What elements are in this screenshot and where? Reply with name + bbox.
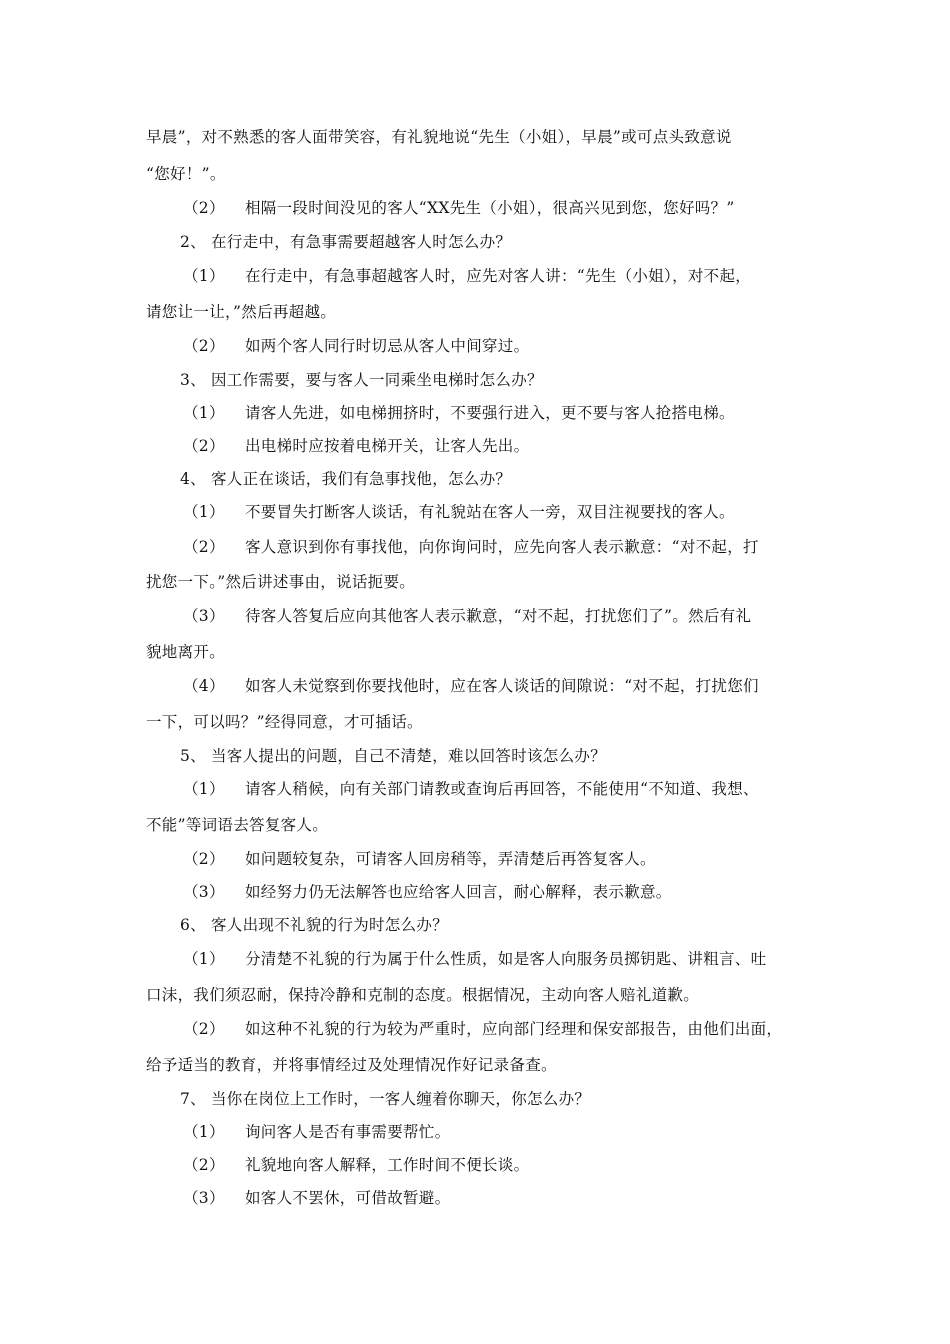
question-number: 3、 — [180, 371, 206, 389]
sub-item-text: 请客人先进，如电梯拥挤时，不要强行进入，更不要与客人抢搭电梯。 — [245, 404, 735, 422]
sub-item — [183, 779, 759, 799]
question-number: 7、 — [180, 1090, 206, 1108]
paragraph-line — [146, 1055, 557, 1075]
paragraph-line — [146, 127, 732, 147]
sub-item-number: （2） — [183, 437, 225, 455]
sub-item — [183, 849, 656, 869]
sub-item-text: 请客人稍候，向有关部门请教或查询后再回答，不能使用“不知道、我想、 — [245, 780, 759, 798]
sub-item-text: 如问题较复杂，可请客人回房稍等，弄清楚后再答复客人。 — [245, 850, 656, 868]
sub-item-number: （4） — [183, 677, 225, 695]
sub-item-number: （1） — [183, 780, 225, 798]
sub-item-number: （3） — [183, 1189, 225, 1207]
sub-item-text: 如这种不礼貌的行为较为严重时，应向部门经理和保安部报告，由他们出面， — [245, 1020, 783, 1038]
paragraph-line — [146, 815, 328, 835]
sub-item-text: 分清楚不礼貌的行为属于什么性质，如是客人向服务员掷钥匙、讲粗言、吐 — [245, 950, 767, 968]
sub-item — [183, 198, 735, 218]
sub-item-number: （2） — [183, 337, 225, 355]
question-heading — [180, 469, 511, 489]
question-text: 当客人提出的问题，自己不清楚，难以回答时该怎么办？ — [211, 747, 607, 765]
sub-item — [183, 537, 759, 557]
question-number: 5、 — [180, 747, 206, 765]
line-text: 给予适当的教育，并将事情经过及处理情况作好记录备查。 — [146, 1056, 557, 1074]
sub-item-number: （2） — [183, 1156, 225, 1174]
line-text: 貌地离开。 — [146, 643, 226, 661]
question-text: 当你在岗位上工作时，一客人缠着你聊天，你怎么办？ — [211, 1090, 591, 1108]
question-text: 在行走中，有急事需要超越客人时怎么办？ — [211, 233, 512, 251]
paragraph-line — [146, 164, 226, 184]
question-number: 6、 — [180, 916, 206, 934]
sub-item — [183, 1019, 782, 1039]
sub-item — [183, 502, 735, 522]
sub-item — [183, 336, 529, 356]
sub-item-number: （1） — [183, 1123, 225, 1141]
sub-item-number: （3） — [183, 883, 225, 901]
question-heading — [180, 746, 606, 766]
sub-item-text: 相隔一段时间没见的客人“XX先生（小姐），很高兴见到您，您好吗？” — [245, 199, 735, 217]
sub-item — [183, 1188, 450, 1208]
sub-item — [183, 436, 529, 456]
sub-item-number: （2） — [183, 538, 225, 556]
sub-item — [183, 266, 751, 286]
question-heading — [180, 1089, 590, 1109]
sub-item-number: （1） — [183, 503, 225, 521]
line-text: 请您让一让，”然后再超越。 — [146, 303, 337, 321]
question-heading — [180, 370, 543, 390]
question-text: 客人正在谈话，我们有急事找他，怎么办？ — [211, 470, 512, 488]
sub-item-number: （2） — [183, 850, 225, 868]
line-text: 早晨”，对不熟悉的客人面带笑容，有礼貌地说“先生（小姐），早晨”或可点头致意说 — [146, 128, 732, 146]
line-text: 一下，可以吗？”经得同意，才可插话。 — [146, 713, 423, 731]
sub-item-number: （1） — [183, 267, 225, 285]
sub-item-number: （3） — [183, 607, 225, 625]
question-text: 客人出现不礼貌的行为时怎么办？ — [211, 916, 449, 934]
sub-item-text: 客人意识到你有事找他，向你询问时，应先向客人表示歉意：“对不起，打 — [245, 538, 759, 556]
sub-item-text: 待客人答复后应向其他客人表示歉意，“对不起，打扰您们了”。然后有礼 — [245, 607, 752, 625]
sub-item — [183, 1155, 529, 1175]
line-text: 扰您一下。”然后讲述事由，说话扼要。 — [146, 573, 416, 591]
question-heading — [180, 915, 448, 935]
paragraph-line — [146, 572, 415, 592]
sub-item-text: 如两个客人同行时切忌从客人中间穿过。 — [245, 337, 530, 355]
sub-item-text: 如客人不罢休，可借故暂避。 — [245, 1189, 451, 1207]
sub-item-text: 在行走中，有急事超越客人时，应先对客人讲：“先生（小姐），对不起， — [245, 267, 752, 285]
line-text: 口沫，我们须忍耐，保持冷静和克制的态度。根据情况，主动向客人赔礼道歉。 — [146, 986, 700, 1004]
sub-item-number: （1） — [183, 404, 225, 422]
sub-item — [183, 882, 672, 902]
sub-item-text: 出电梯时应按着电梯开关，让客人先出。 — [245, 437, 530, 455]
sub-item-text: 礼貌地向客人解释，工作时间不便长谈。 — [245, 1156, 530, 1174]
line-text: 不能”等词语去答复客人。 — [146, 816, 329, 834]
paragraph-line — [146, 642, 225, 662]
sub-item-number: （2） — [183, 1020, 225, 1038]
paragraph-line — [146, 302, 336, 322]
question-number: 4、 — [180, 470, 206, 488]
sub-item-text: 不要冒失打断客人谈话，有礼貌站在客人一旁，双目注视要找的客人。 — [245, 503, 735, 521]
question-text: 因工作需要，要与客人一同乘坐电梯时怎么办？ — [211, 371, 543, 389]
paragraph-line — [146, 985, 699, 1005]
sub-item-text: 如经努力仍无法解答也应给客人回言，耐心解释，表示歉意。 — [245, 883, 672, 901]
sub-item — [183, 676, 759, 696]
paragraph-line — [146, 712, 423, 732]
sub-item-text: 询问客人是否有事需要帮忙。 — [245, 1123, 451, 1141]
sub-item-number: （2） — [183, 199, 225, 217]
line-text: “您好！”。 — [146, 165, 226, 183]
sub-item — [183, 1122, 450, 1142]
sub-item — [183, 403, 735, 423]
question-heading — [180, 232, 511, 252]
sub-item-text: 如客人未觉察到你要找他时，应在客人谈话的间隙说：“对不起，打扰您们 — [245, 677, 759, 695]
sub-item — [183, 606, 751, 626]
sub-item-number: （1） — [183, 950, 225, 968]
question-number: 2、 — [180, 233, 206, 251]
sub-item — [183, 949, 766, 969]
